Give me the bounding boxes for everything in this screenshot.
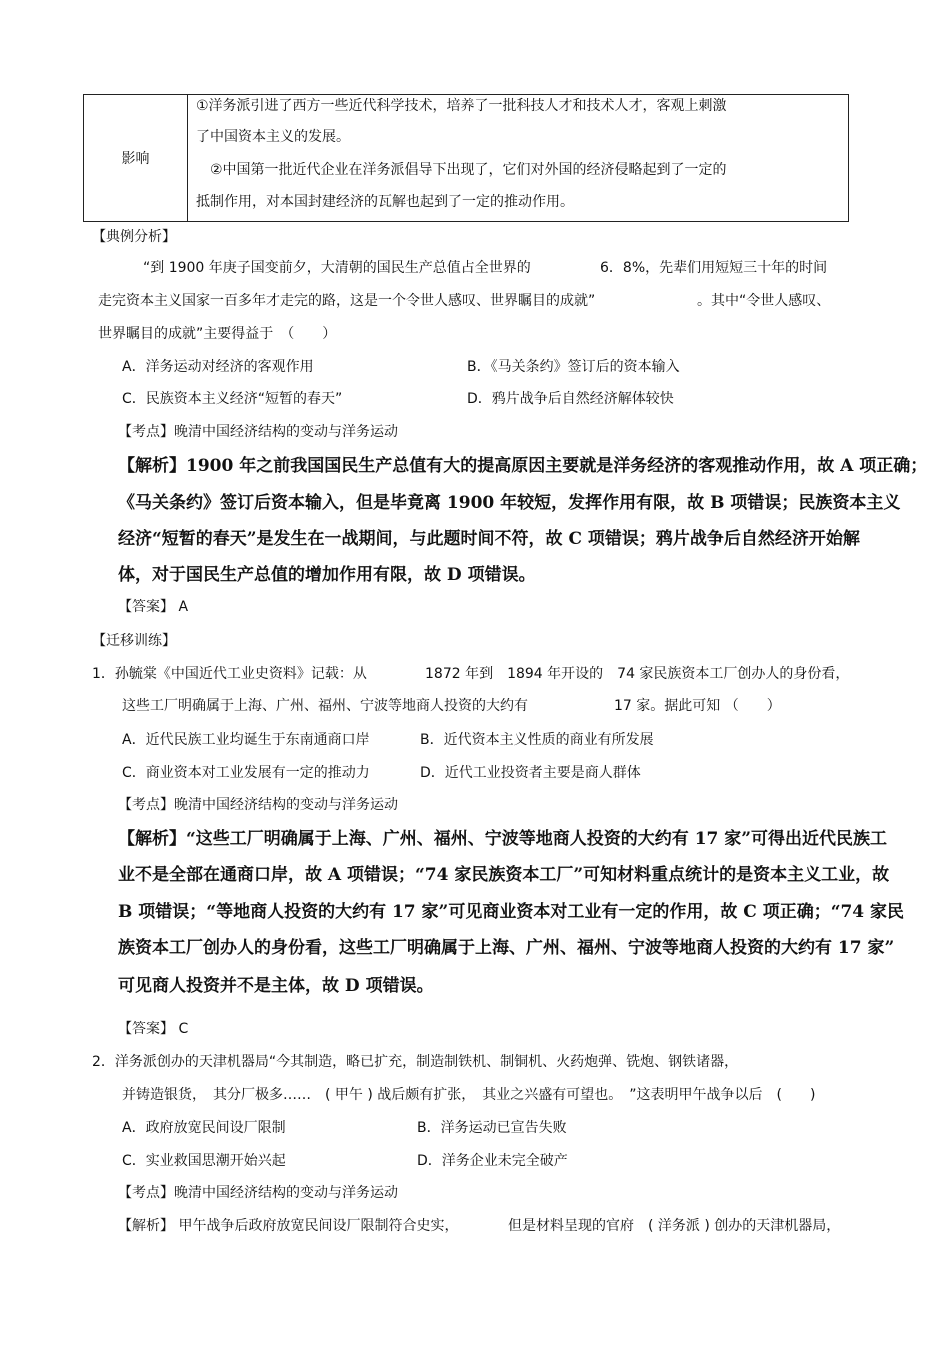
table-header: 影响 xyxy=(121,151,150,167)
table-line: ①洋务派引进了西方一些近代科学技术，培养了一批科技人才和技术人才，客观上刺激 xyxy=(196,98,727,114)
q2-stem-line: 并铸造银货， 其分厂极多…… ( 甲午 ) 战后颇有扩张， 其业之兴盛有可望也。 ”这表明甲午战争以后 ( ) xyxy=(122,1087,816,1103)
option-b: B．洋务运动已宣告失败 xyxy=(417,1120,567,1136)
example-stem-line: “到 1900 年庚子国变前夕，大清朝的国民生产总值占全世界的 xyxy=(143,260,531,276)
answer: 【答案】 C xyxy=(118,1021,189,1037)
analysis-line: 体，对于国民生产总值的增加作用有限，故 D 项错误。 xyxy=(118,565,536,585)
option-c: C．民族资本主义经济“短暂的春天” xyxy=(122,391,343,407)
option-b: B．近代资本主义性质的商业有所发展 xyxy=(420,732,654,748)
example-stem-line: 世界瞩目的成就”主要得益于 （ ） xyxy=(98,326,337,342)
analysis-line: 业不是全部在通商口岸，故 A 项错误；“74 家民族资本工厂”可知材料重点统计的是资本主义工业，故 xyxy=(118,865,890,885)
analysis-line: 【解析】“这些工厂明确属于上海、广州、福州、宁波等地商人投资的大约有 17 家”可得出近代民族工 xyxy=(118,829,888,849)
option-c: C．实业救国思潮开始兴起 xyxy=(122,1153,286,1169)
option-a: A．洋务运动对经济的客观作用 xyxy=(122,359,314,375)
q1-stem-line: 1．孙毓棠《中国近代工业史资料》记载：从 xyxy=(92,666,367,682)
option-b: B．《马关条约》签订后的资本输入 xyxy=(467,359,680,375)
table-line: 了中国资本主义的发展。 xyxy=(196,129,350,145)
table-line: 抵制作用，对本国封建经济的瓦解也起到了一定的推动作用。 xyxy=(196,194,574,210)
answer: 【答案】 A xyxy=(118,599,189,615)
analysis-line: 【解析】1900 年之前我国国民生产总值有大的提高原因主要就是洋务经济的客观推动作用，故 A 项正确； xyxy=(118,456,928,476)
analysis-line: 《马关条约》签订后资本输入，但是毕竟离 1900 年较短，发挥作用有限，故 B 项错误；民族资本主义 xyxy=(118,493,901,513)
example-stem-line: 6．8%，先辈们用短短三十年的时间 xyxy=(600,260,828,276)
option-d: D．洋务企业未完全破产 xyxy=(417,1153,568,1169)
analysis-line: 【解析】 甲午战争后政府放宽民间设厂限制符合史实， xyxy=(118,1218,459,1234)
table-header-cell xyxy=(84,95,188,222)
analysis-line: 但是材料呈现的官府 ( 洋务派 ) 创办的天津机器局， xyxy=(508,1218,841,1234)
table-content-cell xyxy=(188,95,849,222)
option-c: C．商业资本对工业发展有一定的推动力 xyxy=(122,765,370,781)
table-line: ②中国第一批近代企业在洋务派倡导下出现了，它们对外国的经济侵略起到了一定的 xyxy=(210,162,727,178)
q1-stem-line: 17 家。据此可知 （ ） xyxy=(614,698,781,714)
q1-stem-line: 1872 年到 1894 年开设的 74 家民族资本工厂创办人的身份看， xyxy=(425,666,850,682)
kaodian: 【考点】晚清中国经济结构的变动与洋务运动 xyxy=(118,424,398,440)
kaodian: 【考点】晚清中国经济结构的变动与洋务运动 xyxy=(118,797,398,813)
kaodian: 【考点】晚清中国经济结构的变动与洋务运动 xyxy=(118,1185,398,1201)
option-a: A．政府放宽民间设厂限制 xyxy=(122,1120,286,1136)
analysis-line: 经济“短暂的春天”是发生在一战期间，与此题时间不符，故 C 项错误；鸦片战争后自然经济开始解 xyxy=(118,529,860,549)
example-stem-line: 走完资本主义国家一百多年才走完的路，这是一个令世人感叹、世界瞩目的成就” xyxy=(98,293,596,309)
example-stem-line: 。其中“令世人感叹、 xyxy=(697,293,831,309)
training-heading: 【迁移训练】 xyxy=(92,633,176,649)
q2-stem-line: 2．洋务派创办的天津机器局“今其制造，略已扩充，制造制铁机、制铜机、火药炮弹、铣炮、钢铁诸器， xyxy=(92,1054,739,1070)
option-d: D．鸦片战争后自然经济解体较快 xyxy=(467,391,674,407)
analysis-line: 族资本工厂创办人的身份看，这些工厂明确属于上海、广州、福州、宁波等地商人投资的大约有 17 家” xyxy=(118,938,895,958)
analysis-line: B 项错误；“等地商人投资的大约有 17 家”可见商业资本对工业有一定的作用，故 C 项正确；“74 家民 xyxy=(118,902,905,922)
analysis-line: 可见商人投资并不是主体，故 D 项错误。 xyxy=(118,976,434,996)
example-heading: 【典例分析】 xyxy=(92,229,176,245)
option-a: A．近代民族工业均诞生于东南通商口岸 xyxy=(122,732,370,748)
influence-table xyxy=(83,94,849,222)
option-d: D．近代工业投资者主要是商人群体 xyxy=(420,765,641,781)
q1-stem-line: 这些工厂明确属于上海、广州、福州、宁波等地商人投资的大约有 xyxy=(122,698,528,714)
